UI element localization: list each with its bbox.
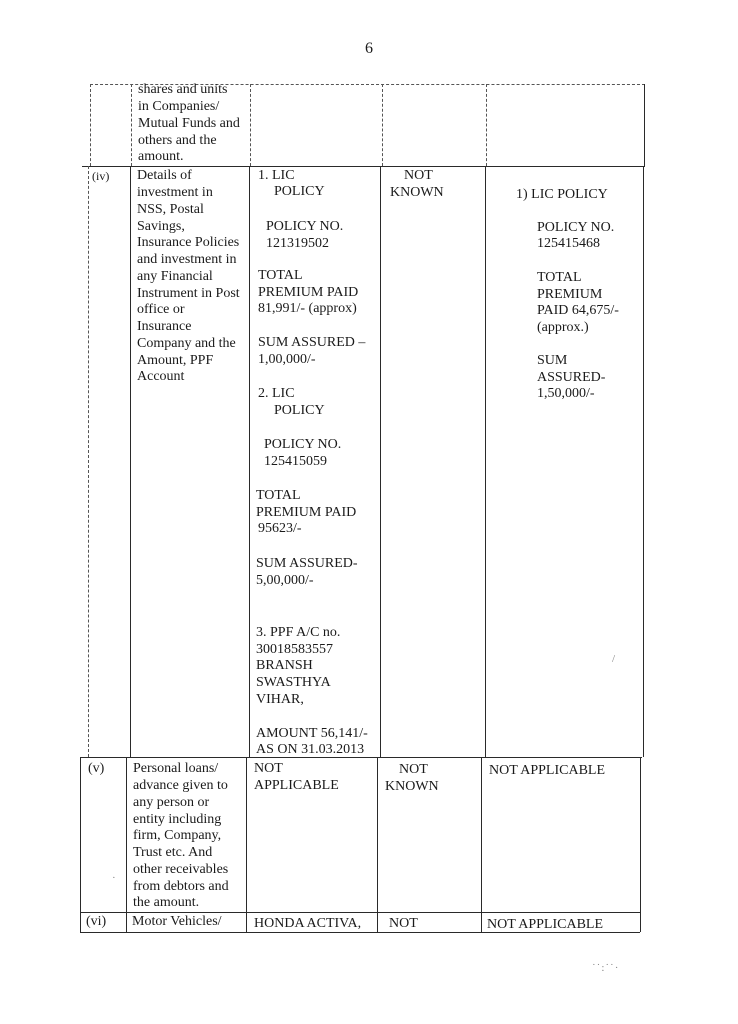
premium-amount: 95623/- <box>258 521 302 536</box>
policy-number: 125415468 <box>537 236 600 251</box>
ppf-account-number: 30018583557 <box>256 642 333 657</box>
status-text: KNOWN <box>385 779 439 794</box>
row-description-line: entity including <box>133 812 222 827</box>
status-text: NOT APPLICABLE <box>489 763 606 778</box>
col-line <box>90 84 91 166</box>
ppf-date: AS ON 31.03.2013 <box>256 742 365 757</box>
premium-label: PREMIUM PAID <box>256 505 357 520</box>
col-line <box>131 84 132 166</box>
col-line <box>249 166 250 757</box>
premium-label: TOTAL <box>537 270 582 285</box>
premium-label: PREMIUM PAID <box>258 285 359 300</box>
col-line <box>88 166 89 757</box>
col-line <box>377 757 378 932</box>
policy-heading: 2. LIC <box>258 386 295 401</box>
row-label: (v) <box>88 761 105 776</box>
col-line <box>130 166 131 757</box>
row-label: (vi) <box>86 914 107 929</box>
sum-assured-label: SUM <box>537 353 568 368</box>
status-text: NOT <box>404 168 433 183</box>
row-divider <box>80 912 640 913</box>
row-label: (iv) <box>92 169 110 183</box>
row-description-line: shares and units <box>138 82 228 97</box>
row-description-line: any person or <box>133 795 210 810</box>
row-description-line: office or <box>137 302 185 317</box>
margin-mark: · <box>112 872 116 884</box>
row-description-line: others and the <box>138 133 217 148</box>
row-description-line: other receivables <box>133 862 229 877</box>
row-description-line: Personal loans/ <box>133 761 219 776</box>
row-description-line: Insurance <box>137 319 192 334</box>
col-line <box>382 84 383 166</box>
policy-heading: 1) LIC POLICY <box>516 187 608 202</box>
row-description-line: Savings, <box>137 219 185 234</box>
sum-assured-amount: 1,50,000/- <box>537 386 595 401</box>
ppf-branch: SWASTHYA <box>256 675 331 690</box>
row-description-line: from debtors and <box>133 879 229 894</box>
col-line <box>481 757 482 932</box>
row-description-line: Details of <box>137 168 192 183</box>
asset-text: HONDA ACTIVA, <box>254 916 362 931</box>
row-description-line: Insurance Policies <box>137 235 240 250</box>
row-divider <box>82 166 645 167</box>
status-text: NOT <box>254 761 283 776</box>
col-line <box>250 84 251 166</box>
premium-amount: PAID 64,675/- <box>537 303 619 318</box>
row-description-line: firm, Company, <box>133 828 222 843</box>
col-line <box>486 84 487 166</box>
ppf-branch: VIHAR, <box>256 692 304 707</box>
policy-heading: 1. LIC <box>258 168 295 183</box>
sum-assured-label: SUM ASSURED- <box>256 556 358 571</box>
col-line <box>80 757 81 932</box>
status-text: NOT <box>389 916 418 931</box>
policy-number-label: POLICY NO. <box>264 437 342 452</box>
col-line <box>640 757 641 932</box>
row-description-line: Instrument in Post <box>137 286 240 301</box>
row-description-line: Account <box>137 369 185 384</box>
row-description-line: Company and the <box>137 336 236 351</box>
col-line <box>380 166 381 757</box>
status-text: NOT <box>399 762 428 777</box>
row-description-line: Mutual Funds and <box>138 116 240 131</box>
row-description-line: Trust etc. And <box>133 845 213 860</box>
page-number: 6 <box>365 40 373 57</box>
sum-assured-amount: 5,00,000/- <box>256 573 314 588</box>
row-description-line: investment in <box>137 185 213 200</box>
policy-number-label: POLICY NO. <box>537 220 615 235</box>
sum-assured-amount: 1,00,000/- <box>258 352 316 367</box>
row-description-line: in Companies/ <box>138 99 220 114</box>
status-text: NOT APPLICABLE <box>487 917 604 932</box>
sum-assured-label: ASSURED- <box>537 370 606 385</box>
row-description-line: any Financial <box>137 269 213 284</box>
premium-label: TOTAL <box>256 488 301 503</box>
row-description-line: amount. <box>138 149 184 164</box>
ppf-amount: AMOUNT 56,141/- <box>256 726 368 741</box>
premium-amount: 81,991/- (approx) <box>258 301 357 316</box>
col-line <box>644 84 645 166</box>
col-line <box>643 166 644 757</box>
sum-assured-label: SUM ASSURED – <box>258 335 366 350</box>
policy-number: 125415059 <box>264 454 327 469</box>
row-description-line: Motor Vehicles/ <box>132 914 222 929</box>
scan-mark: / <box>612 653 616 665</box>
ppf-heading: 3. PPF A/C no. <box>256 625 341 640</box>
row-description-line: and investment in <box>137 252 237 267</box>
row-description-line: Amount, PPF <box>137 353 214 368</box>
policy-heading: POLICY <box>274 184 325 199</box>
row-description-line: advance given to <box>133 778 228 793</box>
policy-number: 121319502 <box>266 236 329 251</box>
scan-mark: ˙˙:˙˙· <box>592 962 620 974</box>
row-description-line: NSS, Postal <box>137 202 204 217</box>
premium-label: PREMIUM <box>537 287 603 302</box>
col-line <box>126 757 127 932</box>
col-line <box>246 757 247 932</box>
status-text: APPLICABLE <box>254 778 339 793</box>
ppf-branch: BRANSH <box>256 658 313 673</box>
policy-number-label: POLICY NO. <box>266 219 344 234</box>
col-line <box>485 166 486 757</box>
policy-heading: POLICY <box>274 403 325 418</box>
premium-amount: (approx.) <box>537 320 589 335</box>
premium-label: TOTAL <box>258 268 303 283</box>
row-description-line: the amount. <box>133 895 200 910</box>
status-text: KNOWN <box>390 185 444 200</box>
